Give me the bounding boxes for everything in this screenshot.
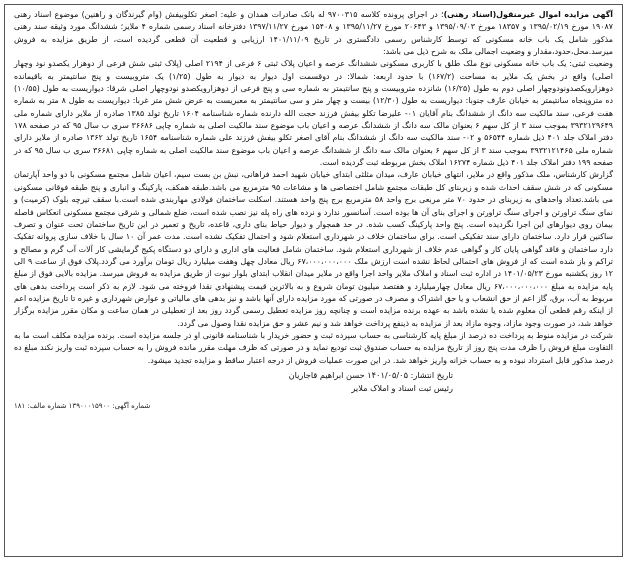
notice-title: آگهی مزایده اموال غیرمنقول(اسناد رهنی) [443, 10, 613, 19]
notice-paragraph-2: وضعیت ثبتی: یک باب خانه مسکونی نوع ملک طلق با کاربری مسکونی ششدانگ عرصه و اعیان پلاک ثبتی ۶ فرعی از ۲۱۹۴ اصلی (پلاک ثبتی شش فرعی از دوهزار یکصدو نود وچهار اصلی) واقع در بخش یک ملایر به مساحت (۱۶۷/۲) با حدود اربعه: شمالا: در دوقسمت اول دیوار به دیوار به طول (۱/۲۵) یک متروبیست و پنج سانتیمتر به باقیمانده دوهزارویکصدونودوچهار اصلی دوم به طول (۱۶/۲۵) شانزده متروبیست و پنج سانتیمتر به شماره سی و پنج فرعی از دوهزارویکصدو نودوچهار اصلی شرقا: دیواریست به طول (۱۰/۵۵) ده متروپنجاه سانتیمتر به خیابان عارف جنوبا: دیواریست به طول (۱۲/۳۰) بیست و چهار متر و سی سانتیمتر به معبریست به عرض شش متر غربا: دیواریست به طول ۸ متر به شماره هفت فرعی، سند مالکیت سه دانگ از ششدانگ بنام آقایان ۰۱- علیرضا تکلو بیفش فرزند حجت الله دارنده شماره شناسنامه ۱۶۰۴ تاریخ تولد ۱۳۸۵ صادره از ملایر دارای شماره ملی ۳۹۳۲۱۲۹۶۴۹ بموجب سند ۳ از کل سهم ۶ بعنوان مالک سه دانگ از ششدانگ عرصه و اعیان باب موضوع سند مالکیت اصلی به شماره چاپی ۳۶۶۸۶ سری ب سال ۹۵ که در صفحه ۱۷۸ دفتر املاک جلد ۴۰۱ ذیل شماره ۵۶۵۴۴ و ۰۲- سند مالکیت سه دانگ از ششدانگ بنام آقای اصغر تکلو بیفش فرزند علی شماره شناسنامه ۱۶۵۴ تاریخ تولد ۱۳۶۲ صادره از ملایر دارای شماره ملی ۳۹۳۲۱۲۱۴۶۵ بموجب سند ۳ از کل سهم ۶ بعنوان مالک سه دانگ از ششدانگ عرصه و اعیان باب موضوع سند مالکیت اصلی به شماره چاپی ۳۶۶۸۱ سری ب سال ۹۵ که در صفحه ۱۹۹ دفتر املاک جلد ۴۰۱ ذیل شماره ۱۶۲۷۴ املاک بخش مربوطه ثبت گردیده است. [14, 59, 614, 168]
signature-date-line: تاریخ انتشار: ۱۴۰۱/۰۵/۰۵ حسن ابراهیم قاجاریان [288, 369, 453, 380]
notice-paragraph-4: شرکت در مزایده منوط به پرداخت ده درصد از مبلغ پایه کارشناسی به حساب سپرده ثبت و حضور خریدار با شناسنامه قانونی او در جلسه مزایده است. برنده مزایده مکلف است ما به التفاوت مبلغ فروش را ظرف مدت پنج روز از تاریخ مزایده به حساب صندوق ثبت تودیع نماید و در صورتی که ظرف مهلت مقرر مانده فروش را به حساب سپرده ثبت واریز نکند مبلغ ده درصد مذکور قابل استرداد نبوده و به حساب خزانه واریز خواهد شد. در این صورت عملیات فروش از درجه اعتبار ساقط و مزایده تجدید میشود. [14, 330, 613, 365]
notice-body [14, 9, 613, 367]
signature-block [14, 369, 613, 395]
ad-number: شماره آگهی: ۱۳۹۰۰۰۱۵۹۰۰ شماره مالف: ۱۸۱ [14, 401, 151, 410]
signature-role-line: رئیس ثبت اسناد و املاک ملایر [351, 382, 453, 393]
notice-paragraph-1: ؛ در اجرای پرونده کلاسه ۹۷۰۰۳۱۵ له بانک صادرات همدان و علیه: اصغر تکلوبیفش (وام گیرندگان و راهنین) موضوع اسناد رهنی ۱۹۰۸۷ مورخ ۱۳۹۵/۰۲/۱۹ و ۱۸۳۵۷ مورخ ۱۳۹۵/۰۹/۰۳ و ۲۰۶۴۳ مورخ ۱۳۹۵/۱۱/۲۷ و ۱۵۴۰۸ مورخ ۱۳۹۷/۱۱/۲۷ دفترخانه اسناد رسمی شماره ۴ ملایر؛ ششدانگ مورد وثیقه سند رهنی مذکور شامل یک باب خانه مسکونی که توسط کارشناس رسمی دادگستری در تاریخ ۱۴۰۱/۱۱/۰۹ ارزیابی و قطعیت آن قطعی گردیده است، از طریق مزایده به فروش میرسد.محل،حدود،مقدار و وضعیت اجمالی ملک به شرح ذیل می باشد: [14, 10, 613, 57]
notice-intro [14, 9, 613, 58]
notice-paragraph-3: گزارش کارشناس، ملک مذکور واقع در ملایر، انتهای خیابان عارف، میدان مثلثی ابتدای خیابان شهید احمد فراهانی، نبش بن بست سیم، اعیان شامل مجتمع مسکونی با دو واحد آپارتمان مسکونی که در شش سقف احداث شده و زیربنای کل طبقات مجتمع شامل اختصاصی ها و مشاعات ۹۵ مترمربع می باشد.طبقه همکف، پارکینگ و انباری و پنج طبقه فوقانی مسکونی می باشد.تعداد واحدهای به زیربنای در حدود ۷۰ متر مربعی برج واحد ۵۸ مترمربع برج پنج واحد هستند. اسکلت ساختمان فولادی مهاربندی شده است.با سقف تیرچه بلوک (کرمیت) و نمای سنگ تراورتن و اجرای سنگ تراورتن و اجرای بنای آن ها بوده است. آسانسور ندارد و نرده های راه پله نیز نصب شده است، ضلع شمالی و شرقی مجتمع مسکونی انعکاس فاصله بیمان روی دیوارهای این اجرا نگردیده است. پنج واحد پارکینگ کسب شده. در حد همجوار و دیوار حیاط بنای داری، قاعده، تاریخ و تعمیر در این تاریخ ساختمان تحت عنوان و تصرف ساکنین قرار دارد. ساختمان دارای سند تفکیکی است. برای ساختمان خلاف در شهرداری استعلام شود و احتمال تفکیک نشده است. مدت عمر آن ۱۰ سال با خلاف سازی پروانه تفکیک دارد ساختمان و فاقد گواهی پایان کار و گواهی عدم خلاف از شهرداری استعلام شود. ساختمان شامل فعالیت های اداری و دارای دو دستگاه پکیج گرمایشی کار آلات آب گرم و مصالح و تراکم و باز شده است که از فروش های احتمالی لحاظ نشده است ارزش ملک ۶۷،۰۰۰،۰۰۰،۰۰۰ ریال معادل چهل وهفت میلیارد ریال تومان برآورد می گردد.پلاک فوق از ساعت ۹ الی ۱۲ روز یکشنبه مورخ ۱۴۰۱/۰۵/۲۳ در اداره ثبت اسناد و املاک ملایر واحد اجرا واقع در ملایر میدان انقلاب ابتدای بلوار نبوت از طریق مزایده به فروش میرسد. مزایده بالایی فوق از مبلغ پایه مزایده به مبلغ ۶۷،۰۰۰،۰۰۰،۰۰۰ ریال معادل چهارمیلیارد و هفتصد میلیون تومان شروع و به بالاترین قیمت پیشنهادی نقدا فروخته می شود. لازم به ذکر است پرداخت بدهی های مربوط به آب، برق، گاز اعم از حق انشعاب و یا حق اشتراک و مصرف در صورتی که مورد مزایده دارای آنها باشد و نیز بدهی های مالیاتی و عوارض شهرداری و غیره تا تاریخ مزایده اعم از اینکه رقم قطعی آن معلوم شده یا نشده باشد به عهده برنده مزایده است و چنانچه روز مزایده تعطیل رسمی گردد روز بعد از تعطیلی در همان ساعت و مکان مقرر مزایده برگزار خواهد شد، در صورت وجود مازاد، وجوه مازاد بعد از مزایده به ذینفع پرداخت خواهد شد و نیم عشر و حق مزایده نقدا وصول می گردد. [14, 170, 614, 328]
notice-frame [4, 4, 623, 557]
